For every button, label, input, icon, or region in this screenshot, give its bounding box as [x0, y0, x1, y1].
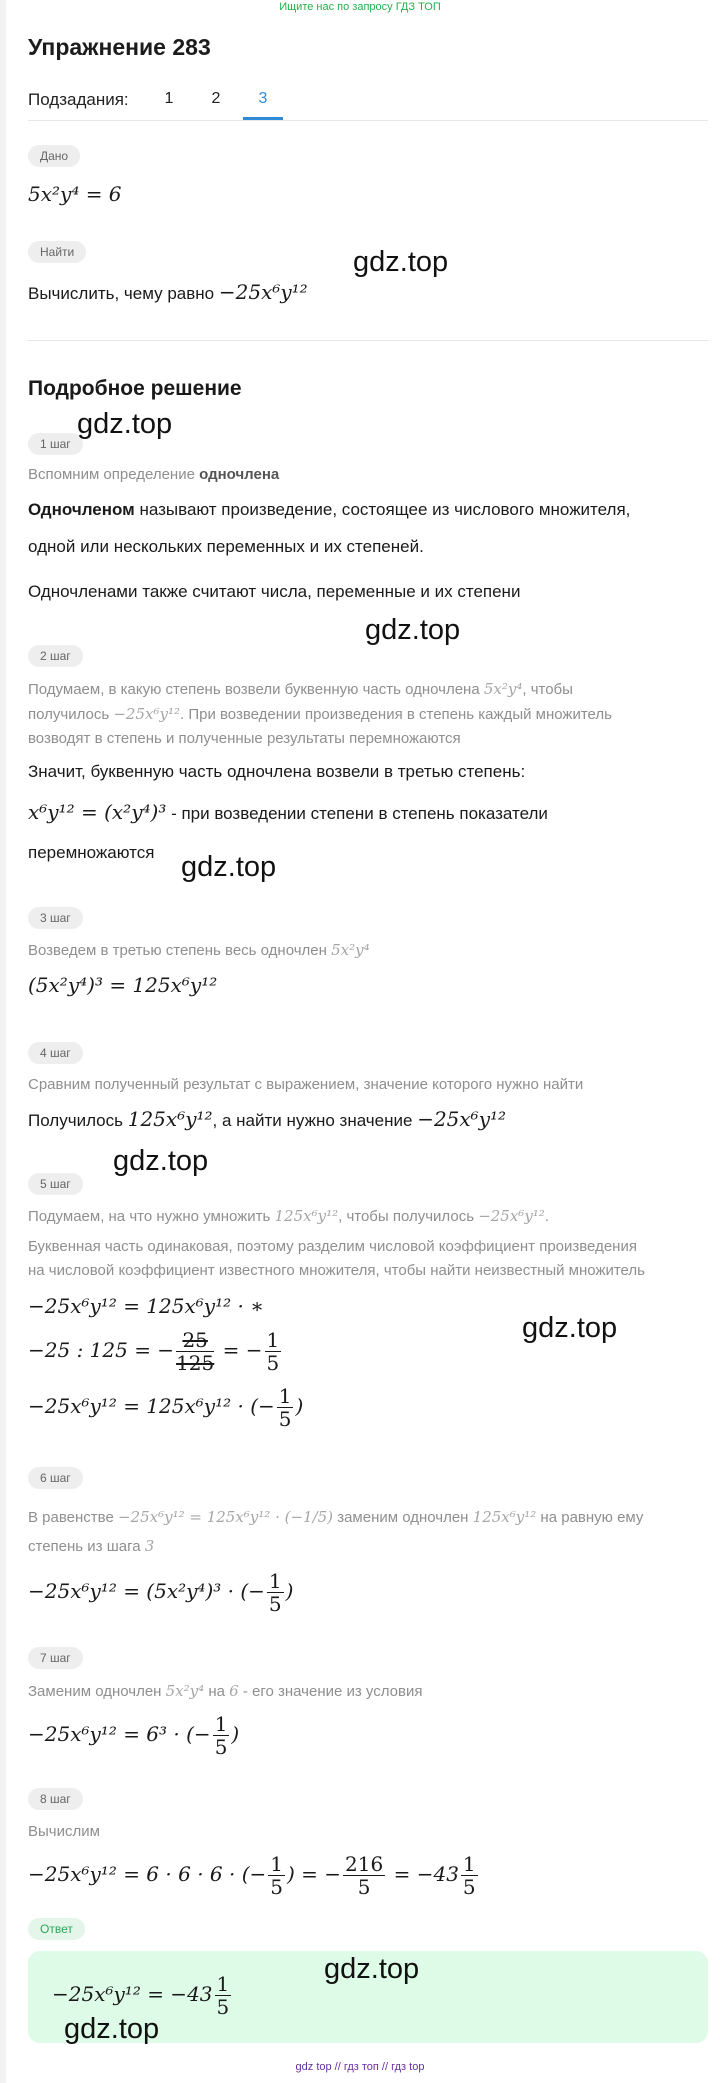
denominator: 5	[270, 1875, 283, 1899]
step-2-text3: перемножаются	[28, 843, 155, 862]
step-2-hint-line1	[28, 677, 708, 702]
numerator: 1	[462, 1852, 476, 1876]
fraction	[213, 1713, 230, 1758]
hint-formula: 5x²y⁴	[483, 680, 523, 698]
text: Получилось	[28, 1111, 123, 1130]
find-text	[28, 280, 308, 304]
step-2-hint-line2	[28, 702, 708, 727]
step-8-formula	[28, 1853, 480, 1898]
numerator: 216	[345, 1852, 384, 1876]
numerator: 1	[266, 1328, 280, 1352]
subtask-tab-1[interactable]: 1	[164, 90, 174, 107]
subtasks-label: Подзадания:	[28, 90, 129, 109]
answer-formula	[52, 1973, 233, 2018]
formula-part: )	[295, 1394, 304, 1418]
step-8-pill: 8 шаг	[28, 1788, 83, 1810]
step-4-hint: Сравним полученный результат с выражением, значение которого нужно найти	[28, 1076, 584, 1093]
numerator: 25	[176, 1329, 214, 1352]
formula-part: )	[285, 1579, 294, 1603]
hint-text: Возведем в третью степень весь одночлен	[28, 942, 327, 959]
step-7-hint	[28, 1679, 423, 1704]
watermark: gdz.top	[113, 1145, 209, 1177]
fraction	[265, 1329, 282, 1374]
step-2-formula: x⁶y¹² = (x²y⁴)³	[28, 800, 167, 824]
step-1-def-term: Одночленом	[28, 500, 135, 519]
step-1-definition-line2: одной или нескольких переменных и их степеней.	[28, 537, 424, 556]
step-1-def-rest: называют произведение, состоящее из числового множителя,	[134, 500, 631, 519]
numerator: 1	[216, 1972, 230, 1996]
step-7-pill: 7 шаг	[28, 1647, 83, 1669]
step-2-text1: Значит, буквенную часть одночлена возвели в третью степень:	[28, 762, 526, 781]
hint-text: .	[544, 1208, 549, 1225]
hint-text: , чтобы	[522, 681, 573, 698]
footer-links[interactable]: gdz top // гдз топ // гдз top	[295, 2061, 425, 2073]
formula-part: −25x⁶y¹² = 6³ · (−	[28, 1722, 211, 1746]
step-6-formula	[28, 1570, 293, 1615]
denominator: 5	[214, 1735, 228, 1759]
step-2-hint-line3: возводят в степень и полученные результаты перемножаются	[28, 730, 461, 747]
hint-text: степень из шага	[28, 1538, 141, 1555]
watermark: gdz.top	[181, 851, 277, 883]
step-6-hint-line2	[28, 1534, 718, 1559]
denominator: 5	[357, 1875, 371, 1899]
step-2-pill: 2 шаг	[28, 645, 83, 667]
active-tab-indicator	[243, 117, 283, 120]
numerator: 1	[278, 1384, 292, 1408]
step-5-hint	[28, 1204, 718, 1283]
step-2-hint	[28, 677, 708, 751]
hint-formula: 5x²y⁴	[331, 941, 370, 959]
solution-title: Подробное решение	[28, 377, 242, 400]
hint-number: 3	[144, 1537, 155, 1555]
left-scroll-gutter	[0, 0, 6, 2083]
watermark: gdz.top	[522, 1312, 618, 1344]
formula-part: −25x⁶y¹² = 6 · 6 · 6 · (−	[28, 1862, 267, 1886]
formula-part: −25 : 125 = −	[28, 1338, 175, 1362]
fraction	[267, 1570, 284, 1615]
formula-part: −25x⁶y¹² = 125x⁶y¹² · (−	[28, 1394, 275, 1418]
hint-formula: −25x⁶y¹² = 125x⁶y¹² · (−1/5)	[117, 1508, 334, 1526]
text: , а найти нужно значение	[212, 1111, 413, 1130]
formula-part: −25x⁶y¹² = −43	[52, 1982, 213, 2006]
hint-text: на равную ему	[536, 1509, 644, 1526]
watermark: gdz.top	[77, 408, 173, 440]
find-formula: −25x⁶y¹²	[218, 280, 308, 304]
formula: −25x⁶y¹²	[417, 1107, 507, 1131]
step-5-hint-line3: на числовой коэффициент известного множителя, чтобы найти неизвестный множитель	[28, 1262, 645, 1279]
hint-formula: −25x⁶y¹²	[113, 705, 180, 723]
hint-text: Заменим одночлен	[28, 1683, 162, 1700]
answer-pill: Ответ	[28, 1918, 85, 1940]
hint-text: получилось	[28, 706, 110, 723]
step-4-text	[28, 1107, 506, 1131]
watermark: gdz.top	[64, 2013, 160, 2045]
formula-part: = −	[216, 1338, 263, 1362]
step-2-formula-line	[28, 800, 548, 824]
section-divider	[28, 340, 708, 341]
hint-formula: 5x²y⁴	[165, 1682, 205, 1700]
page-title: Упражнение 283	[28, 34, 211, 60]
hint-text: заменим одночлен	[333, 1509, 469, 1526]
hint-formula: 125x⁶y¹²	[274, 1207, 339, 1225]
step-5-hint-line1	[28, 1204, 718, 1229]
watermark: gdz.top	[353, 246, 449, 278]
fraction	[215, 1973, 232, 2018]
step-1-definition	[28, 500, 630, 520]
hint-text: - его значение из условия	[238, 1683, 423, 1700]
denominator: 5	[268, 1592, 282, 1616]
denominator: 5	[278, 1407, 292, 1431]
formula-part: −25x⁶y¹² = (5x²y⁴)³ · (−	[28, 1579, 265, 1603]
step-5-formula-3	[28, 1385, 303, 1430]
denominator: 5	[216, 1995, 230, 2019]
hint-text: Подумаем, в какую степень возвели буквенную часть одночлена	[28, 681, 480, 698]
denominator: 125	[176, 1351, 215, 1375]
step-8-hint: Вычислим	[28, 1823, 100, 1840]
find-label: Вычислить, чему равно	[28, 284, 215, 303]
step-4-pill: 4 шаг	[28, 1042, 83, 1064]
formula: 125x⁶y¹²	[127, 1107, 213, 1131]
numerator: 1	[214, 1712, 228, 1736]
denominator: 5	[266, 1351, 280, 1375]
fraction	[461, 1853, 478, 1898]
fraction	[268, 1853, 285, 1898]
step-6-pill: 6 шаг	[28, 1467, 83, 1489]
subtask-tab-3[interactable]: 3	[258, 90, 268, 107]
watermark: gdz.top	[324, 1953, 420, 1985]
fraction	[343, 1853, 385, 1898]
step-3-hint	[28, 938, 370, 963]
step-5-hint-line2: Буквенная часть одинаковая, поэтому разделим числовой коэффициент произведения	[28, 1238, 637, 1255]
step-2-text2: - при возведении степени в степень показатели	[166, 804, 548, 823]
formula-part: ) = −	[287, 1862, 342, 1886]
hint-text: Подумаем, на что нужно умножить	[28, 1208, 271, 1225]
step-1-hint-text: Вспомним определение	[28, 466, 195, 483]
step-1-hint	[28, 463, 279, 487]
step-5-formula-1: −25x⁶y¹² = 125x⁶y¹² · ∗	[28, 1294, 264, 1318]
numerator: 1	[268, 1569, 282, 1593]
step-3-formula: (5x²y⁴)³ = 125x⁶y¹²	[28, 973, 218, 997]
fraction	[277, 1385, 294, 1430]
hint-text: , чтобы получилось	[338, 1208, 475, 1225]
step-1-pill: 1 шаг	[28, 433, 83, 455]
hint-text: . При возведении произведения в степень каждый множитель	[179, 706, 612, 723]
formula-part: )	[231, 1722, 240, 1746]
given-pill: Дано	[28, 145, 80, 167]
fraction	[176, 1329, 214, 1374]
step-3-pill: 3 шаг	[28, 907, 83, 929]
hint-formula: 125x⁶y¹²	[472, 1508, 537, 1526]
step-5-formula-2	[28, 1329, 283, 1374]
subtasks-bar	[28, 88, 708, 121]
hint-number: 6	[229, 1682, 239, 1700]
hint-text: В равенстве	[28, 1509, 114, 1526]
step-6-hint-line1	[28, 1505, 718, 1530]
find-pill: Найти	[28, 241, 86, 263]
formula-part: = −43	[387, 1862, 459, 1886]
step-1-line3: Одночленами также считают числа, переменные и их степени	[28, 582, 521, 601]
step-1-hint-bold: одночлена	[199, 466, 280, 483]
watermark: gdz.top	[365, 614, 461, 646]
step-5-pill: 5 шаг	[28, 1173, 83, 1195]
hint-formula: −25x⁶y¹²	[478, 1207, 545, 1225]
hint-text: на	[204, 1683, 225, 1700]
step-7-formula	[28, 1713, 239, 1758]
denominator: 5	[462, 1875, 476, 1899]
top-banner[interactable]: Ищите нас по запросу ГДЗ ТОП	[279, 1, 441, 13]
step-6-hint	[28, 1505, 718, 1559]
subtask-tab-2[interactable]: 2	[211, 90, 221, 107]
numerator: 1	[270, 1852, 283, 1876]
given-formula: 5x²y⁴ = 6	[28, 182, 122, 206]
